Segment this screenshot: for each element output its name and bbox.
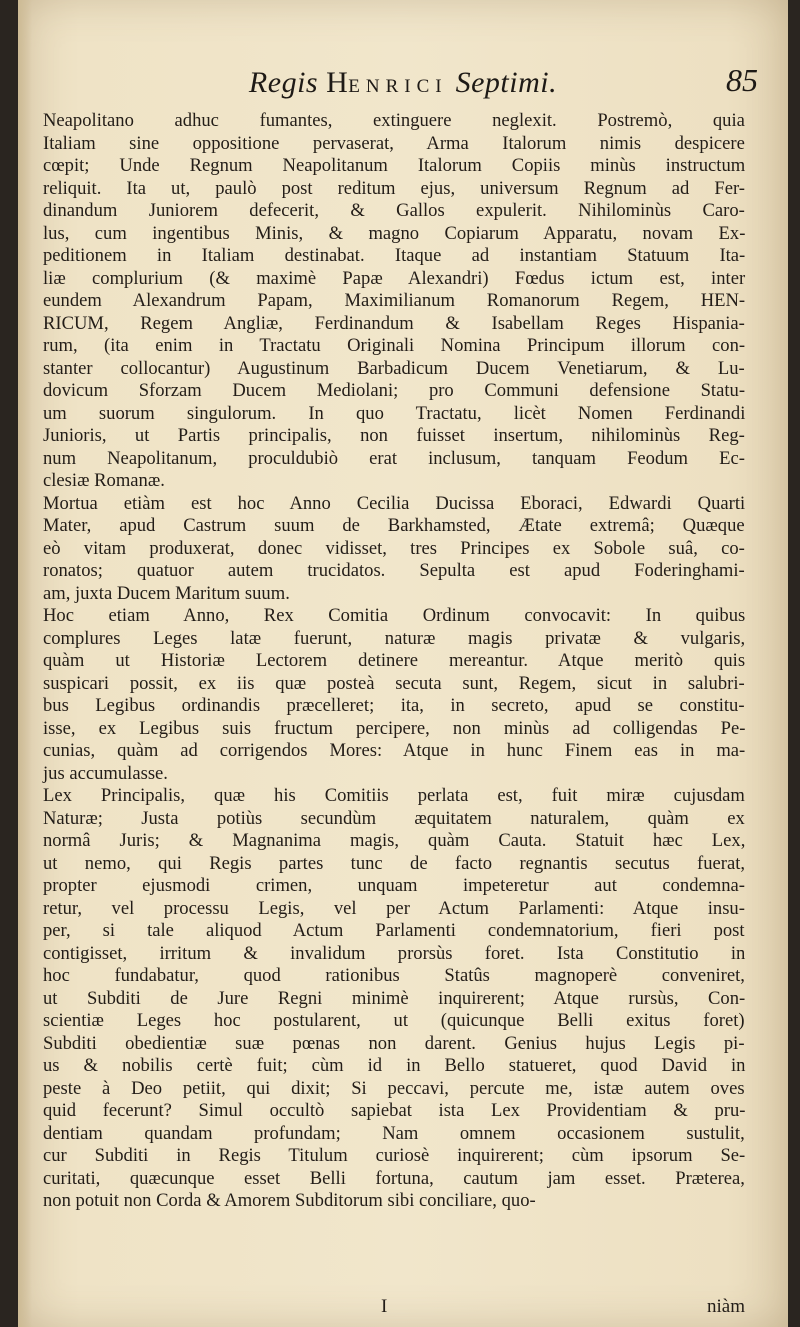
page-footer	[43, 1296, 745, 1320]
text-line: suspicari possit, ex iis quæ posteà secuta sunt, Regem, sicut in salubri-	[43, 672, 745, 694]
text-line: contigisset, irritum & invalidum prorsùs foret. Ista Constitutio in	[43, 942, 746, 964]
text-line: Junioris, ut Partis principalis, non fuisset insertum, nihilominùs Reg-	[43, 425, 745, 446]
body-text	[43, 110, 745, 1213]
text-line: Neapolitano adhuc fumantes, extinguere neglexit. Postremò, quia	[43, 110, 745, 131]
book-page	[18, 0, 788, 1327]
text-line: RICUM, Regem Angliæ, Ferdinandum & Isabellam Reges Hispania-	[43, 312, 745, 334]
text-line: ut nemo, qui Regis partes tunc de facto regnantis secutus fuerat,	[43, 852, 746, 874]
text-line: lus, cum ingentibus Minis, & magno Copiarum Apparatu, novam Ex-	[43, 222, 746, 244]
text-line: non potuit non Corda & Amorem Subditorum sibi conciliare, quo-	[43, 1190, 536, 1211]
text-line: quid fecerunt? Simul occultò sapiebat ista Lex Providentiam & pru-	[43, 1100, 746, 1121]
text-line: peditionem in Italiam destinabat. Itaque ad instantiam Statuum Ita-	[43, 245, 746, 266]
text-line: stanter collocantur) Augustinum Barbadicum Ducem Venetiarum, & Lu-	[43, 357, 745, 379]
text-line: retur, vel processu Legis, vel per Actum Parlamenti: Atque insu-	[43, 897, 745, 919]
text-line: ut Subditi de Jure Regni minimè inquirerent; Atque rursùs, Con-	[43, 987, 746, 1009]
title-regis: Regis	[248, 66, 319, 99]
text-line: reliquit. Ita ut, paulò post reditum ejus, universum Regnum ad Fer-	[43, 177, 745, 199]
text-line: cunias, quàm ad corrigendos Mores: Atque in hunc Finem eas in ma-	[43, 740, 746, 761]
text-line: eundem Alexandrum Papam, Maximilianum Romanorum Regem, HEN-	[43, 290, 746, 311]
title-enrici: ENRICI	[348, 76, 448, 97]
text-line: rum, (ita enim in Tractatu Originali Nomina Principum illorum con-	[43, 335, 746, 356]
text-line: Italiam sine oppositione pervaserat, Arma Italorum nimis despicere	[43, 132, 745, 154]
text-line: Subditi obedientiæ suæ pœnas non darent. Genius hujus Legis pi-	[43, 1032, 745, 1054]
text-line: bus Legibus ordinandis præcelleret; ita, in secreto, apud se constitu-	[43, 695, 745, 716]
text-line: propter ejusmodi crimen, unquam impeteretur aut condemna-	[43, 875, 745, 896]
text-line: per, si tale aliquod Actum Parlamenti condemnatorium, fieri post	[43, 920, 745, 941]
signature-mark: I	[381, 1296, 388, 1317]
text-line: normâ Juris; & Magnanima magis, quàm Cauta. Statuit hæc Lex,	[43, 830, 746, 851]
text-line: am, juxta Ducem Maritum suum.	[43, 582, 290, 604]
title-septimi: Septimi.	[455, 66, 558, 99]
text-line: hoc fundabatur, quod rationibus Statûs magnoperè conveniret,	[43, 965, 745, 986]
text-line: quàm ut Historiæ Lectorem detinere mereantur. Atque meritò quis	[43, 650, 746, 671]
running-title	[48, 66, 758, 100]
title-h: H	[326, 66, 349, 99]
text-line: dentiam quandam profundam; Nam omnem occasionem sustulit,	[43, 1122, 745, 1144]
text-line: Naturæ; Justa potiùs secundùm æquitatem naturalem, quàm ex	[43, 807, 745, 829]
text-line: dovicum Sforzam Ducem Mediolani; pro Communi defensione Statu-	[43, 380, 746, 401]
text-line: complures Leges latæ fuerunt, naturæ magis privatæ & vulgaris,	[43, 627, 746, 649]
text-line: us & nobilis certè fuit; cùm id in Bello statueret, quod David in	[43, 1055, 746, 1076]
text-line: num Neapolitanum, proculdubiò erat inclusum, tanquam Feodum Ec-	[43, 447, 745, 469]
page-header	[48, 58, 758, 108]
text-line: eò vitam produxerat, donec vidisset, tres Principes ex Sobole suâ, co-	[43, 537, 745, 559]
text-line: cur Subditi in Regis Titulum curiosè inquirerent; cùm ipsorum Se-	[43, 1145, 746, 1166]
text-line: Mater, apud Castrum suum de Barkhamsted, Ætate extremâ; Quæque	[43, 515, 745, 536]
text-line: um suorum singulorum. In quo Tractatu, licèt Nomen Ferdinandi	[43, 402, 746, 424]
page-number: 85	[726, 62, 758, 98]
text-line: Mortua etiàm est hoc Anno Cecilia Ducissa Eboraci, Edwardi Quarti	[43, 492, 746, 514]
text-line: dinandum Juniorem defecerit, & Gallos expulerit. Nihilominùs Caro-	[43, 200, 745, 221]
text-line: Lex Principalis, quæ his Comitiis perlata est, fuit miræ cujusdam	[43, 785, 745, 806]
text-line: peste à Deo petiit, qui dixit; Si peccavi, percute me, istæ autem oves	[43, 1077, 745, 1099]
catchword: niàm	[707, 1296, 745, 1317]
text-line: curitati, quæcunque esset Belli fortuna, cautum jam esset. Præterea,	[43, 1167, 745, 1189]
text-line: clesiæ Romanæ.	[43, 470, 165, 491]
text-line: ronatos; quatuor autem trucidatos. Sepulta est apud Foderinghami-	[43, 560, 745, 581]
text-line: jus accumulasse.	[43, 762, 168, 784]
text-line: liæ complurium (& maximè Papæ Alexandri) Fœdus ictum est, inter	[43, 267, 746, 289]
text-line: scientiæ Leges hoc postularent, ut (quicunque Belli exitus foret)	[43, 1010, 745, 1031]
text-line: isse, ex Legibus suis fructum percipere, non minùs ad colligendas Pe-	[43, 717, 746, 739]
text-line: cœpit; Unde Regnum Neapolitanum Italorum Copiis minùs instructum	[43, 155, 746, 176]
text-line: Hoc etiam Anno, Rex Comitia Ordinum convocavit: In quibus	[43, 605, 746, 626]
